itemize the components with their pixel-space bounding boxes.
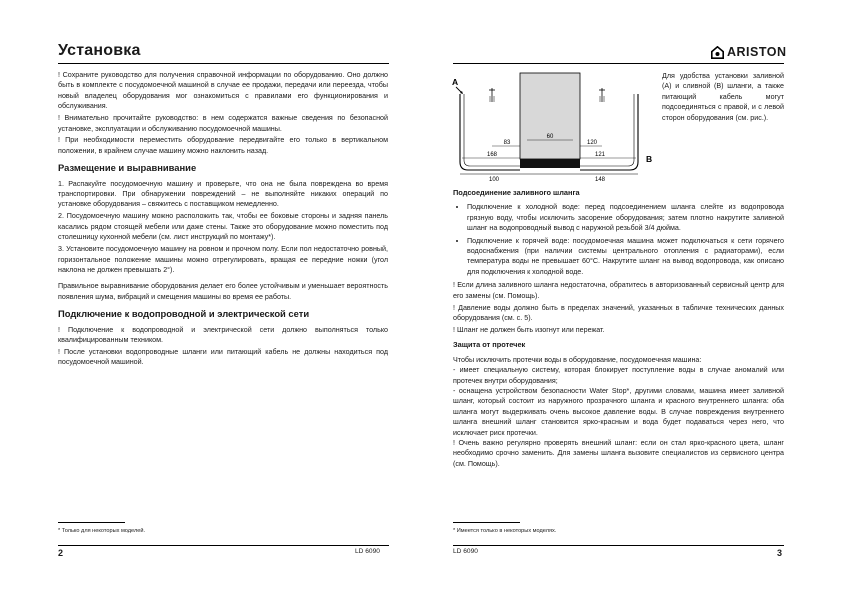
body-paragraph: Чтобы исключить протечки воды в оборудование, посудомоечная машина: (453, 355, 702, 364)
right-column (453, 184, 784, 471)
list-item: • Подключение к горячей воде: посудомоечная машина может подключаться к сети горячего водоснабжения (при наличии системы центрального отопления с радиаторами), если температура воды не превышает 60°C. Накрутите шланг на вывод водопровода, как описано для подключения к холодной воде. (467, 236, 784, 278)
warning-paragraph: ! После установки водопроводные шланги или питающий кабель не должны находиться под посудомоечной машиной. (58, 347, 388, 367)
list-item: • Подключение к холодной воде: перед подсоединением шланга слейте из водопровода грязную воду, чтобы исключить засорение оборудования; затем плотно накрутите заливной шланг на водопроводный вывод с наружной резьбой 3/4 дюйма. (467, 202, 784, 233)
dimension-label: 83 (503, 140, 511, 146)
model-number: LD 6090 (355, 548, 380, 555)
label-b: B (646, 154, 653, 164)
instruction-paragraph: 3. Установите посудомоечную машину на ровном и прочном полу. Если пол недостаточно ровный, горизонтальное положение машины можно отрегулировать, вращая ее передние ножки (угол наклона не должен превышать 2°). (58, 245, 388, 274)
footnote-rule-right (453, 522, 520, 523)
dimension-label: 148 (594, 177, 606, 182)
left-column (58, 70, 388, 369)
drain-hose-right (580, 94, 638, 170)
intro-paragraph: ! При необходимости переместить оборудование передвигайте его только в вертикальном положении, в крайнем случае машину можно наклонить назад. (58, 136, 388, 155)
body-paragraph: - имеет специальную систему, которая блокирует поступление воды в случае аномалий или протечек внутри оборудования; (453, 366, 784, 385)
warning-paragraph: ! Шланг не должен быть изогнут или пережат. (453, 325, 605, 334)
footnote-rule-left (58, 522, 125, 523)
warning-paragraph: ! Давление воды должно быть в пределах значений, указанных в табличке технических данных оборудования (см. с. 5). (453, 303, 784, 322)
instruction-paragraph: Правильное выравнивание оборудования делает его более устойчивым и уменьшает вероятность появления шума, вибраций и смещения машины во время ее работы. (58, 282, 388, 301)
warning-paragraph: ! Подключение к водопроводной и электрической сети должно выполняться только квалифицированным техником. (58, 325, 388, 344)
footer-rule-right (453, 545, 784, 546)
dishwasher-base (520, 159, 580, 168)
brand-name: ARISTON (727, 45, 787, 59)
subsection-heading: Подсоединение заливного шланга (453, 188, 580, 197)
instruction-paragraph: 1. Распакуйте посудомоечную машину и проверьте, что она не была повреждена во время транспортировки. При обнаружении повреждений – не выполняйте никаких операций по установке оборудования – свяжитесь с поставщиком немедленно. (58, 179, 388, 209)
section-heading: Подключение к водопроводной и электрической сети (58, 308, 310, 320)
header-rule-right (453, 63, 784, 64)
dimension-label: 120 (586, 140, 598, 146)
model-number: LD 6090 (453, 548, 478, 555)
instruction-paragraph: 2. Посудомоечную машину можно расположить так, чтобы ее боковые стороны и задняя панель касались рядом стоящей мебели или даже стены. Также это оборудование можно поместить под столешницу кухонной мебели (см. лист инструкций по монтажу*). (58, 212, 388, 242)
drain-hose-right-inner (580, 94, 634, 166)
page-title: Установка (58, 42, 141, 59)
ariston-logo-icon (711, 46, 724, 59)
subsection-heading: Защита от протечек (453, 340, 526, 350)
installation-diagram (452, 70, 657, 182)
tap-left-icon (489, 88, 495, 102)
dishwasher-outline (520, 73, 580, 159)
footnote: * Только для некоторых моделей. (58, 528, 146, 534)
dimension-label: 121 (594, 152, 606, 158)
footer-rule-left (58, 545, 389, 546)
warning-paragraph: ! Если длина заливного шланга недостаточна, обратитесь в авторизованный сервисный центр для его замены (см. Помощь). (453, 281, 784, 300)
body-paragraph: - оснащена устройством безопасности Water Stop*, другими словами, машина имеет заливной шланг, который состоит из наружного прозрачного шланга и красного внутреннего шланга: оба шланга могут выдерживать очень высокое давление воды. В случае повреждения внутреннего шланга внешний шланг становится ярко-красным и вода будет подаваться через него, что исключает риск протечки. (453, 386, 784, 437)
brand-logo (711, 45, 787, 59)
dimension-label: 168 (486, 152, 498, 158)
dimension-label: 60 (546, 134, 554, 140)
figure-caption: Для удобства установки заливной (A) и сливной (B) шланги, а также питающий кабель могут подсоединяться с правой, и с левой сторон оборудования (см. рис.). (662, 72, 784, 122)
page-number: 3 (777, 548, 783, 558)
intro-paragraph: ! Сохраните руководство для получения справочной информации по оборудованию. Оно должно быть в комплекте с посудомоечной машиной в случае ее продажи, передачи или переезда, чтобы новый владелец оборудования мог ознакомиться с правилами его функционирования и обслуживания. (58, 71, 388, 111)
inlet-hose-left (460, 94, 520, 170)
footnote: * Имеется только в некоторых моделях. (453, 528, 557, 534)
intro-paragraph: ! Внимательно прочитайте руководство: в нем содержатся важные сведения по безопасной установке, эксплуатации и обслуживанию посудомоечной машины. (58, 114, 388, 133)
page-number: 2 (58, 548, 64, 558)
header-rule-left (58, 63, 389, 64)
tap-right-icon (599, 88, 605, 102)
connection-list (453, 202, 784, 277)
dimension-label: 100 (488, 177, 500, 182)
section-heading: Размещение и выравнивание (58, 162, 197, 174)
warning-paragraph: ! Очень важно регулярно проверять внешний шланг: если он стал ярко-красного цвета, шланг необходимо срочно заменить. Для замены шланга вызовите специалистов из сервисного центра (см. Помощь). (453, 438, 784, 468)
label-a: A (452, 77, 459, 87)
